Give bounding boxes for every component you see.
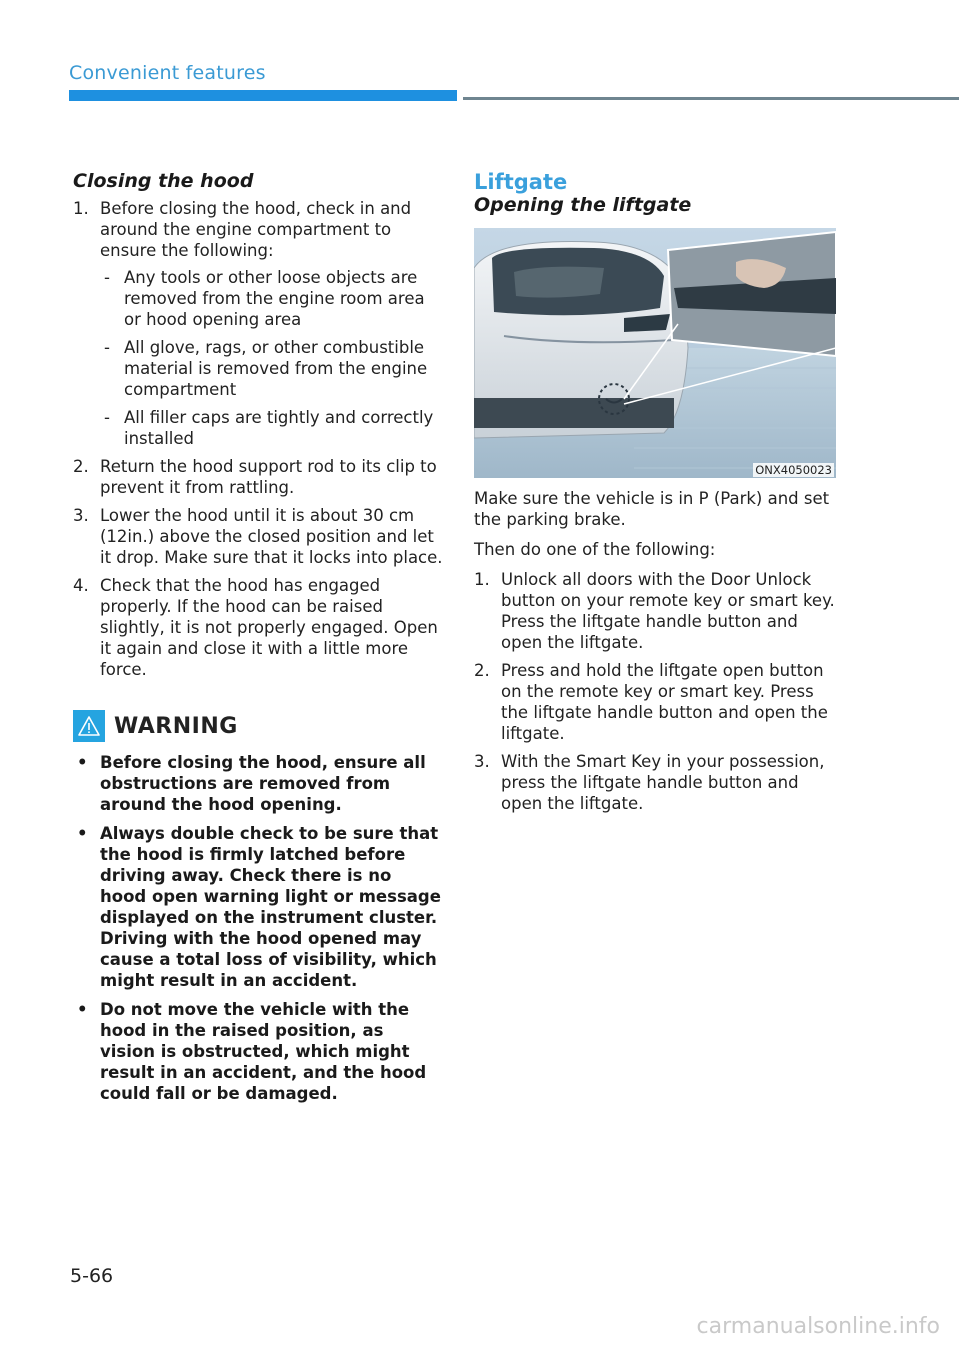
list-item	[100, 267, 443, 330]
list-item	[100, 407, 443, 449]
step-number: 3.	[474, 752, 490, 771]
right-column	[474, 170, 844, 821]
step-text: Lower the hood until it is about 30 cm (12in.) above the closed position and let it drop. Make sure that it locks into place.	[100, 506, 443, 567]
step-number: 2.	[73, 457, 89, 476]
step-number: 1.	[474, 570, 490, 589]
warning-triangle-icon	[73, 710, 105, 742]
list-item	[100, 337, 443, 400]
list-item	[73, 456, 443, 498]
warning-list	[73, 752, 443, 1104]
dash-icon: -	[104, 338, 110, 357]
list-item	[73, 198, 443, 449]
list-item	[73, 999, 443, 1104]
warning-title: WARNING	[114, 713, 238, 739]
list-item	[73, 505, 443, 568]
step-text: Check that the hood has engaged properly. If the hood can be raised slightly, it is not properly engaged. Open it again and close it with a little more force.	[100, 576, 438, 679]
figure-caption: ONX4050023	[755, 463, 832, 477]
step-text: With the Smart Key in your possession, press the liftgate handle button and open the liftgate.	[501, 752, 825, 813]
checklist	[100, 267, 443, 449]
warning-text: Before closing the hood, ensure all obstructions are removed from around the hood opening.	[100, 753, 426, 814]
page-number: 5-66	[70, 1265, 114, 1287]
bullet-icon: •	[77, 1000, 88, 1019]
closing-hood-heading: Closing the hood	[73, 170, 254, 192]
left-column	[73, 170, 443, 1112]
intro-text: Make sure the vehicle is in P (Park) and set the parking brake.	[474, 489, 830, 529]
warning-header	[73, 710, 443, 742]
list-item	[474, 569, 844, 653]
liftgate-heading: Liftgate	[474, 170, 568, 194]
list-item	[474, 660, 844, 744]
list-item	[474, 751, 844, 814]
list-item	[73, 752, 443, 815]
step-text: Return the hood support rod to its clip to prevent it from rattling.	[100, 457, 437, 497]
list-item	[73, 823, 443, 991]
step-number: 3.	[73, 506, 89, 525]
dash-icon: -	[104, 268, 110, 287]
step-text: Press and hold the liftgate open button on the remote key or smart key. Press the liftgate handle button and open the liftgate.	[501, 661, 828, 743]
step-number: 2.	[474, 661, 490, 680]
list-item	[73, 575, 443, 680]
warning-text: Do not move the vehicle with the hood in the raised position, as vision is obstructed, which might result in an accident, and the hood could fall or be damaged.	[100, 1000, 427, 1103]
header-rule-blue	[69, 90, 457, 101]
closing-hood-steps	[73, 198, 443, 680]
opening-liftgate-heading: Opening the liftgate	[474, 194, 692, 216]
step-text: Unlock all doors with the Door Unlock button on your remote key or smart key. Press the liftgate handle button and open the liftgate.	[501, 570, 835, 652]
lead-text: Then do one of the following:	[474, 540, 716, 559]
watermark: carmanualsonline.info	[696, 1314, 940, 1339]
checklist-text: All filler caps are tightly and correctly installed	[124, 408, 434, 448]
section-title: Convenient features	[69, 62, 266, 84]
step-number: 4.	[73, 576, 89, 595]
bullet-icon: •	[77, 824, 88, 843]
checklist-text: All glove, rags, or other combustible material is removed from the engine compartment	[124, 338, 428, 399]
dash-icon: -	[104, 408, 110, 427]
warning-text: Always double check to be sure that the hood is firmly latched before driving away. Check there is no hood open warning light or message displayed on the instrument cluster. Driving with the hood opened may cause a total loss of visibility, which might result in an accident.	[100, 824, 441, 990]
bullet-icon: •	[77, 753, 88, 772]
liftgate-illustration	[474, 228, 836, 478]
liftgate-steps	[474, 569, 844, 814]
header-rule-gray	[463, 97, 959, 100]
checklist-text: Any tools or other loose objects are removed from the engine room area or hood opening area	[124, 268, 425, 329]
step-number: 1.	[73, 199, 89, 218]
step-text: Before closing the hood, check in and around the engine compartment to ensure the following:	[100, 199, 412, 260]
